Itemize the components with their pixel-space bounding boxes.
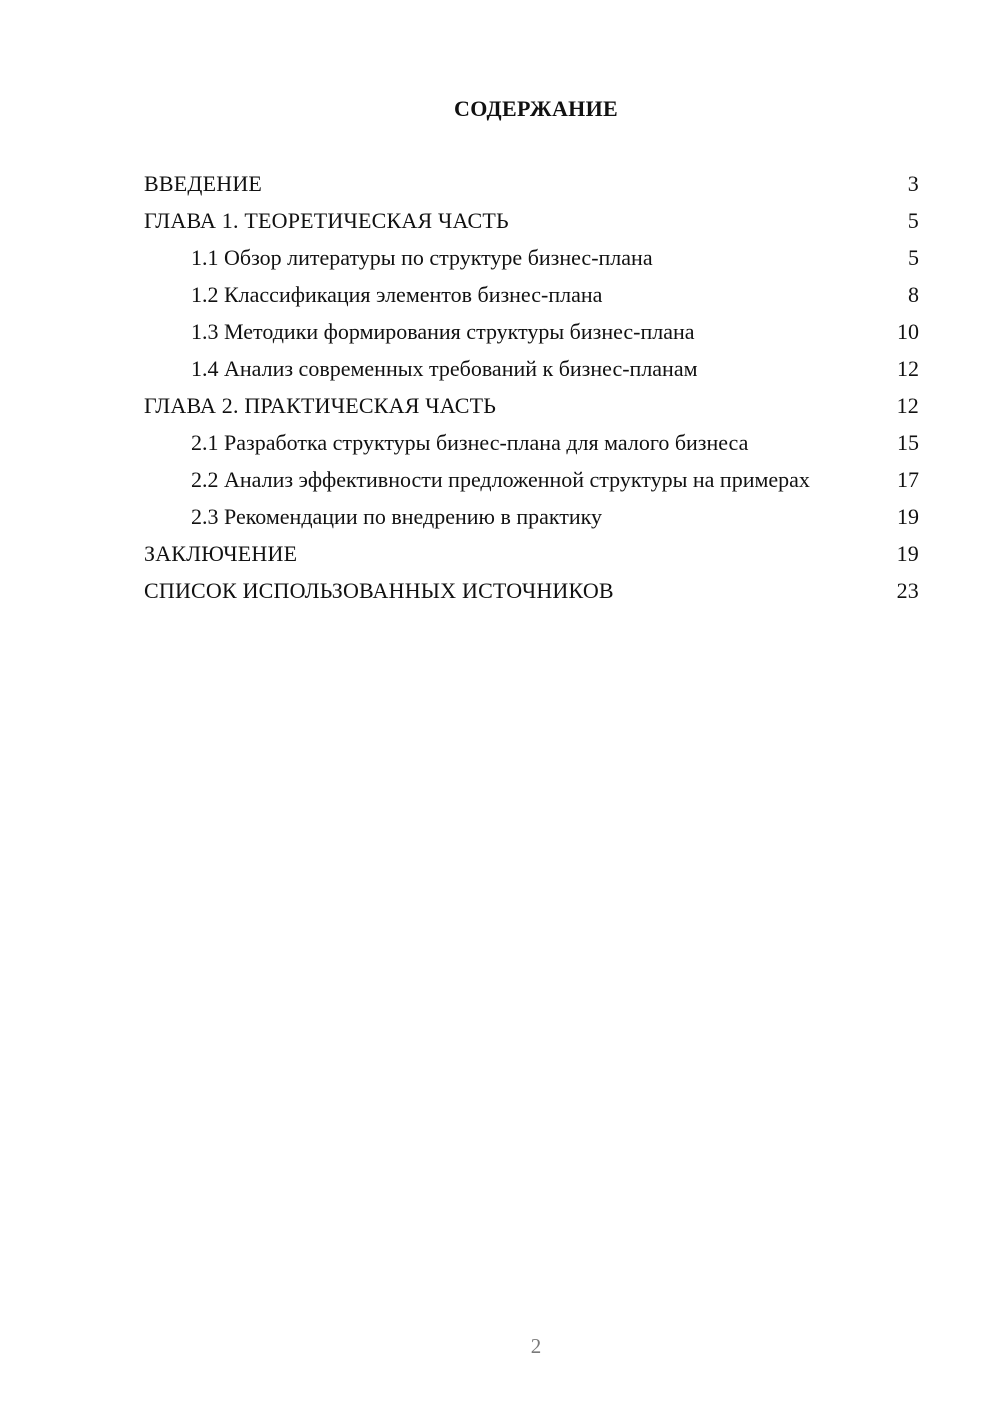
toc-entry-text: 1.3 Методики формирования структуры бизнес-плана (191, 319, 695, 344)
toc-entry-page: 19 (897, 504, 919, 529)
toc-entry-text: ГЛАВА 2. ПРАКТИЧЕСКАЯ ЧАСТЬ (144, 393, 497, 418)
toc-entry-conclusion[interactable] (144, 540, 919, 567)
page-number: 2 (530, 1334, 542, 1358)
toc-entry-page: 3 (907, 171, 919, 196)
toc-entry-text: 1.4 Анализ современных требований к бизнес-планам (191, 356, 698, 381)
toc-entry-chapter-2[interactable] (144, 392, 919, 419)
toc-entry-text: ГЛАВА 1. ТЕОРЕТИЧЕСКАЯ ЧАСТЬ (144, 208, 509, 233)
toc-entry-section-1-2[interactable] (144, 281, 919, 308)
toc-entry-page: 15 (897, 430, 919, 455)
toc-entry-section-2-3[interactable] (144, 503, 919, 530)
toc-entry-introduction[interactable] (144, 170, 919, 197)
toc-entry-page: 19 (896, 541, 919, 566)
toc-entry-text: ЗАКЛЮЧЕНИЕ (144, 541, 298, 566)
toc-entry-text: 2.1 Разработка структуры бизнес-плана для малого бизнеса (191, 430, 749, 455)
toc-entry-page: 12 (896, 393, 919, 418)
toc-entry-text: 2.2 Анализ эффективности предложенной структуры на примерах (191, 467, 810, 492)
toc-entry-section-2-1[interactable] (144, 429, 919, 456)
toc-entry-page: 5 (907, 208, 919, 233)
toc-entry-text: 1.2 Классификация элементов бизнес-плана (191, 282, 603, 307)
toc-entry-page: 23 (896, 578, 919, 603)
toc-entry-section-2-2[interactable] (144, 466, 919, 493)
toc-entry-page: 10 (897, 319, 919, 344)
toc-entry-section-1-4[interactable] (144, 355, 919, 382)
toc-entry-page: 8 (908, 282, 919, 307)
toc-entry-section-1-3[interactable] (144, 318, 919, 345)
toc-entry-chapter-1[interactable] (144, 207, 919, 234)
toc-entry-page: 17 (897, 467, 919, 492)
toc-entry-text: СПИСОК ИСПОЛЬЗОВАННЫХ ИСТОЧНИКОВ (144, 578, 614, 603)
toc-entry-section-1-1[interactable] (144, 244, 919, 271)
toc-entry-references[interactable] (144, 577, 919, 604)
toc-title: СОДЕРЖАНИЕ (454, 96, 618, 121)
toc-entry-text: ВВЕДЕНИЕ (144, 171, 263, 196)
toc-entry-text: 1.1 Обзор литературы по структуре бизнес-плана (191, 245, 653, 270)
toc-entry-text: 2.3 Рекомендации по внедрению в практику (191, 504, 603, 529)
toc-entry-page: 5 (908, 245, 919, 270)
toc-entry-page: 12 (897, 356, 919, 381)
table-of-contents (144, 170, 919, 614)
